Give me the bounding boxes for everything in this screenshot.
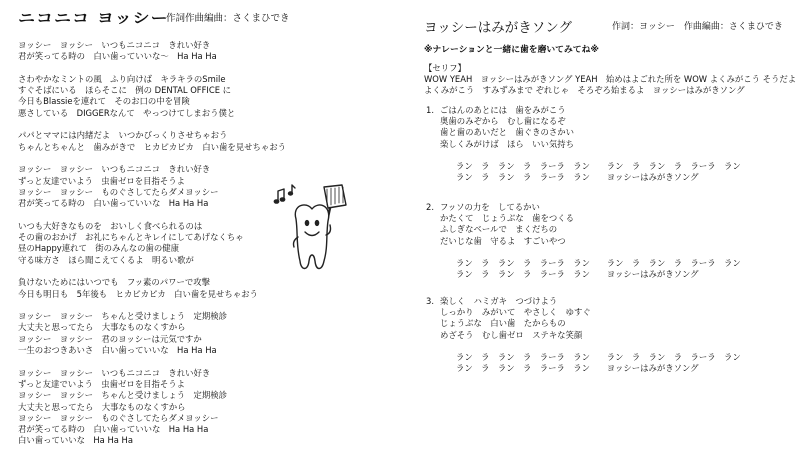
tooth-mascot-icon [272, 183, 350, 278]
dialogue-section [424, 63, 797, 97]
verse-line: じょうぶな 白い歯 たからもの [440, 318, 566, 329]
lyric-line: 白い歯っていいな Ha Ha Ha [18, 435, 133, 446]
lyric-line: パパとママには内緒だよ いつかびっくりさせちゃおう [18, 130, 228, 141]
chorus-line: ラン ラ ラン ラ ラーラ ラン ヨッシーはみがきソング [456, 172, 699, 183]
lyric-line: ヨッシー ヨッシー ものぐさしてたらダメヨッシー [18, 412, 219, 423]
lyric-line: 君が笑ってる時の 白い歯っていいな Ha Ha Ha [18, 198, 209, 209]
verse-1 [426, 105, 796, 183]
stanza-4 [18, 164, 268, 209]
lyric-line: 今日もBlassieを連れて そのお口の中を冒険 [18, 96, 190, 107]
verse-3 [426, 296, 796, 374]
lyric-line: 悪さしている DIGGERなんて やっつけてしまおう僕と [18, 107, 236, 118]
stanza-7 [18, 311, 268, 356]
lyric-line: その歯のおかげ お礼にちゃんとキレイにしてあげなくちゃ [18, 232, 244, 243]
lyric-line: ヨッシー ヨッシー ちゃんと受けましょう 定期検診 [18, 311, 228, 322]
lyric-line: 一生のおつきあいさ 白い歯っていいな Ha Ha Ha [18, 345, 217, 356]
lyric-line: ヨッシー ヨッシー 君のヨッシーは元気ですか [18, 333, 202, 344]
verse-line: フッソの力を してるかい [440, 202, 540, 212]
verse-line: 楽しくみがけば ほら いい気持ち [440, 138, 574, 149]
chorus-line: ラン ラ ラン ラ ラーラ ラン ラン ラ ラン ラ ラーラ ラン [456, 161, 741, 171]
lyric-line: ちゃんとちゃんと 歯みがきで ヒカピカピカ 白い歯を見せちゃおう [18, 141, 286, 152]
lyric-line: ヨッシー ヨッシー ものぐさしてたらダメヨッシー [18, 186, 219, 197]
lyric-line: 君が笑ってる時の 白い歯っていいな～ Ha Ha Ha [18, 51, 217, 62]
chorus-line: ラン ラ ラン ラ ラーラ ラン ラン ラ ラン ラ ラーラ ラン [456, 258, 741, 268]
verse-line: めざそう むし歯ゼロ ステキな笑顔 [440, 329, 583, 340]
verse-line: 楽しく ハミガキ つづけよう [440, 296, 558, 306]
lyric-line: 今日も明日も 5年後も ヒカピカピカ 白い歯を見せちゃおう [18, 288, 258, 299]
stanza-1 [18, 40, 268, 63]
lyric-line: ずっと友達でいよう 虫歯ゼロを目指そうよ [18, 175, 185, 186]
lyric-line: 負けないためにはいつでも フッ素のパワーで攻撃 [18, 277, 211, 288]
verse-line: ごはんのあとには 歯をみがこう [440, 105, 566, 115]
verse-line: しっかり みがいて やさしく ゆすぐ [440, 307, 591, 318]
chorus-line: ラン ラ ラン ラ ラーラ ラン ラン ラ ラン ラ ラーラ ラン [456, 352, 741, 362]
stanza-5 [18, 221, 268, 266]
verse-number: 3. [426, 296, 434, 306]
song-title: ヨッシーはみがきソング [424, 20, 572, 36]
verse-2 [426, 202, 796, 280]
lyric-line: ヨッシー ヨッシー いつもニコニコ きれい好き [18, 40, 211, 50]
stanza-2 [18, 74, 268, 119]
verse-number: 2. [426, 202, 434, 212]
lyric-line: 大丈夫と思ってたら 大事なものなくすから [18, 401, 186, 412]
lyric-line: 昼のHappy連れて 街のみんなの歯の健康 [18, 243, 180, 254]
chorus-line: ラン ラ ラン ラ ラーラ ラン ヨッシーはみがきソング [456, 269, 699, 280]
lyric-line: すぐそばにいる ほらそこに 例の DENTAL OFFICE に [18, 85, 232, 96]
lyric-line: ヨッシー ヨッシー いつもニコニコ きれい好き [18, 367, 211, 378]
right-credit: 作詞：ヨッシー 作曲編曲：さくまひでき [612, 22, 783, 32]
lyric-line: ヨッシー ヨッシー いつもニコニコ きれい好き [18, 164, 211, 175]
lyric-line: 大丈夫と思ってたら 大事なものなくすから [18, 322, 186, 333]
dialogue-line: WOW YEAH ヨッシーはみがきソング YEAH 始めはよごれた所を WOW よくみがこう そうだよ [424, 74, 797, 85]
stanza-6 [18, 277, 268, 300]
right-lyrics-page [400, 0, 800, 400]
verse-line: 歯と歯のあいだと 歯ぐきのさかい [440, 127, 574, 138]
left-credit: 作詞作曲編曲：さくまひでき [166, 13, 290, 24]
lyric-line: 君が笑ってる時の 白い歯っていいな Ha Ha Ha [18, 424, 209, 435]
dialogue-label: 【セリフ】 [424, 63, 466, 73]
instruction-note: ※ナレーションと一緒に歯を磨いてみてね※ [424, 45, 599, 55]
verse-line: 奥歯のみぞから むし歯になるぞ [440, 116, 566, 127]
lyric-line: いつも大好きなものを おいしく食べられるのは [18, 220, 203, 231]
main-lyrics [18, 40, 286, 458]
verse-line: かたくて じょうぶな 歯をつくる [440, 213, 574, 224]
verse-line: だいじな歯 守るよ すごいやつ [440, 235, 566, 246]
stanza-8 [18, 368, 268, 447]
lyric-line: ヨッシー ヨッシー ちゃんと受けましょう 定期検診 [18, 390, 228, 401]
lyric-line: ずっと友達でいよう 虫歯ゼロを目指そうよ [18, 378, 185, 389]
lyric-line: 守る味方さ ほら聞こえてくるよ 明るい歌が [18, 254, 194, 265]
dialogue-line: よくみがこう すみずみまで ぞれじゃ そろぞろ始まるよ ヨッシーはみがきソング [424, 85, 745, 96]
chorus-line: ラン ラ ラン ラ ラーラ ラン ヨッシーはみがきソング [456, 363, 699, 374]
verse-number: 1. [426, 105, 434, 115]
song-logo: ニコニコ ヨッシー [18, 10, 169, 28]
verse-line: ふしぎなベールで まくだちの [440, 224, 558, 235]
stanza-3 [18, 130, 286, 153]
left-lyrics-page [0, 0, 400, 446]
lyric-line: さわやかなミントの風 ふり向けば キラキラのSmile [18, 73, 226, 84]
